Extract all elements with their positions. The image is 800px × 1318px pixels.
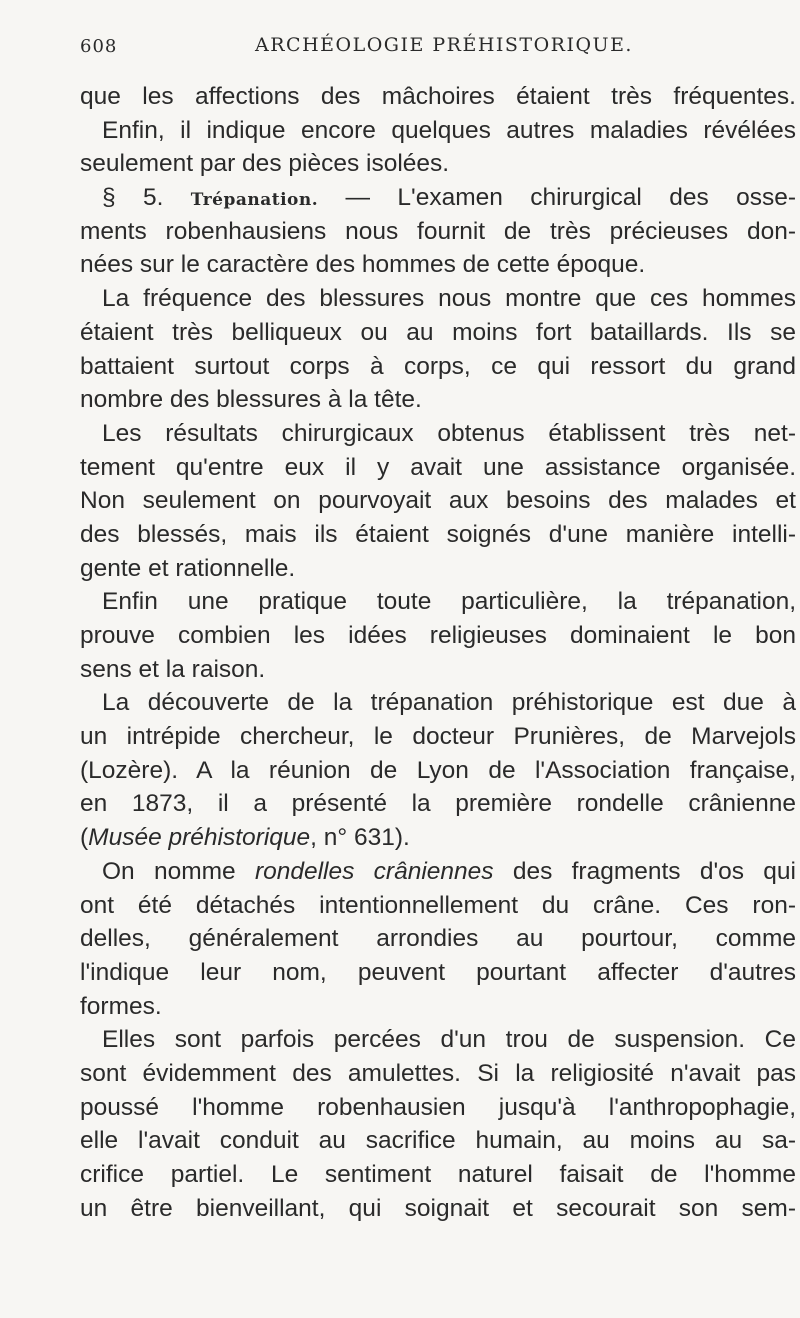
text-line: formes. xyxy=(80,992,162,1020)
text-line: elle l'avait conduit au sacrifice humain, au moins au sa- xyxy=(80,1127,796,1155)
text-line: nombre des blessures à la tête. xyxy=(80,386,422,414)
text-line: tement qu'entre eux il y avait une assistance organisée. xyxy=(80,453,796,481)
page-number: 608 xyxy=(80,36,118,57)
text-line: sont évidemment des amulettes. Si la religiosité n'avait pas xyxy=(80,1059,796,1087)
section-heading-line xyxy=(80,181,796,215)
section-title: Trépanation. xyxy=(190,190,319,211)
text-line: delles, généralement arrondies au pourtour, comme xyxy=(80,925,796,953)
book-page xyxy=(80,30,796,1222)
section-number: § 5. xyxy=(102,184,164,212)
text-fragment: ( xyxy=(80,824,89,852)
text-line: sens et la raison. xyxy=(80,655,266,683)
text-line: Enfin, il indique encore quelques autres maladies révélées xyxy=(102,116,796,144)
text-line: ments robenhausiens nous fournit de très précieuses don- xyxy=(80,217,796,245)
text-line: crifice partiel. Le sentiment naturel faisait de l'homme xyxy=(80,1161,796,1188)
text-line: La fréquence des blessures nous montre que ces hommes xyxy=(102,285,796,313)
text-line: prouve combien les idées religieuses dominaient le bon xyxy=(80,622,796,649)
text-line: un être bienveillant, qui soignait et secourait son sem- xyxy=(80,1194,796,1222)
text-fragment: On nomme xyxy=(102,857,255,885)
text-line: que les affections des mâchoires étaient très fréquentes. xyxy=(80,83,796,110)
text-line: La découverte de la trépanation préhistorique est due à xyxy=(102,689,796,717)
text-line: ont été détachés intentionnellement du crâne. Ces ron- xyxy=(80,891,796,919)
text-fragment: des fragments d'os qui xyxy=(493,857,796,885)
text-line xyxy=(80,821,796,855)
text-line: Enfin une pratique toute particulière, la trépanation, xyxy=(102,588,796,616)
text-line: (Lozère). A la réunion de Lyon de l'Association française, xyxy=(80,756,796,784)
italic-title: Musée préhistorique xyxy=(88,824,311,852)
text-line: étaient très belliqueux ou au moins fort bataillards. Ils se xyxy=(80,318,796,346)
text-fragment: , n° 631). xyxy=(310,824,410,852)
text-line: un intrépide chercheur, le docteur Prunières, de Marvejols xyxy=(80,723,796,751)
text-line: Non seulement on pourvoyait aux besoins des malades et xyxy=(80,487,796,515)
text-line: nées sur le caractère des hommes de cette époque. xyxy=(80,251,646,279)
text-line: des blessés, mais ils étaient soignés d'une manière intelli- xyxy=(80,520,796,548)
text-line: Les résultats chirurgicaux obtenus établissent très net- xyxy=(102,419,796,447)
text-line: seulement par des pièces isolées. xyxy=(80,150,450,178)
text-line: poussé l'homme robenhausien jusqu'à l'anthropophagie, xyxy=(80,1093,796,1121)
running-head xyxy=(80,30,796,70)
italic-term: rondelles crâniennes xyxy=(254,857,494,885)
text-line: en 1873, il a présenté la première rondelle crânienne xyxy=(80,790,796,818)
text-line xyxy=(80,855,796,889)
text-line: Elles sont parfois percées d'un trou de suspension. Ce xyxy=(102,1026,796,1054)
body-text xyxy=(80,80,796,1225)
text-line: — L'examen chirurgical des osse- xyxy=(345,184,796,212)
running-title: ARCHÉOLOGIE PRÉHISTORIQUE. xyxy=(255,34,633,56)
text-line: gente et rationnelle. xyxy=(80,554,296,582)
text-line: l'indique leur nom, peuvent pourtant affecter d'autres xyxy=(80,958,796,986)
text-line: battaient surtout corps à corps, ce qui ressort du grand xyxy=(80,352,796,380)
